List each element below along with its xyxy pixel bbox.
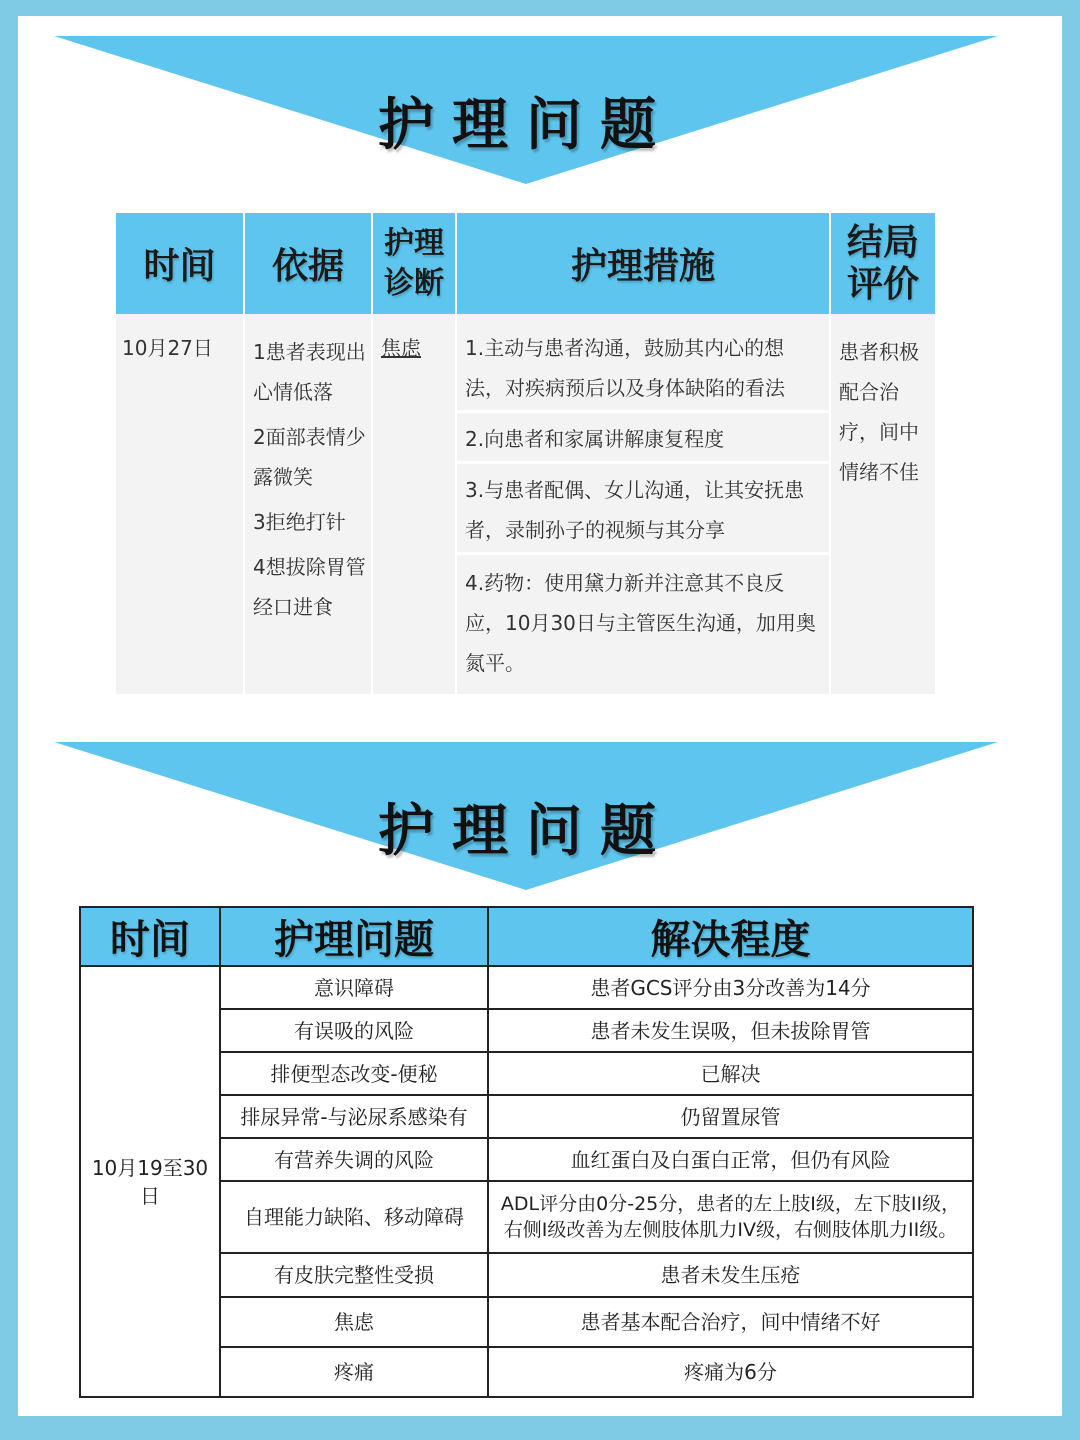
measure-item: 3.与患者配偶、女儿沟通，让其安抚患者，录制孙子的视频与其分享 [457,464,829,555]
problem-resolution-table [79,906,974,1398]
cell-resolution: 血红蛋白及白蛋白正常，但仍有风险 [488,1138,973,1181]
cell-resolution: 疼痛为6分 [488,1347,973,1397]
header-time: 时间 [80,907,220,966]
header-row [80,907,973,966]
header-row [116,213,935,314]
table-row [116,314,935,694]
cell-measures [456,314,830,694]
measure-item: 1.主动与患者沟通，鼓励其内心的想法，对疾病预后以及身体缺陷的看法 [457,314,829,413]
header-resolution: 解决程度 [488,907,973,966]
section-banner-1 [54,36,998,186]
measure-item: 2.向患者和家属讲解康复程度 [457,413,829,464]
cell-problem: 排尿异常-与泌尿系感染有 [220,1095,488,1138]
cell-problem: 疼痛 [220,1347,488,1397]
header-diagnosis [372,213,456,314]
header-problem: 护理问题 [220,907,488,966]
cell-basis [244,314,372,694]
banner-title-2: 护理问题 [378,799,674,864]
cell-problem: 焦虑 [220,1297,488,1347]
header-evaluation-line1: 结局 [846,221,919,263]
cell-problem: 自理能力缺陷、移动障碍 [220,1181,488,1253]
section-banner-2 [54,742,998,892]
cell-resolution: 患者GCS评分由3分改善为14分 [488,966,973,1009]
cell-time: 10月27日 [116,314,244,694]
cell-problem: 排便型态改变-便秘 [220,1052,488,1095]
measure-item: 4.药物：使用黛力新并注意其不良反应，10月30日与主管医生沟通，加用奥氮平。 [465,571,816,675]
table-row [80,966,973,1009]
cell-problem: 意识障碍 [220,966,488,1009]
basis-item: 3拒绝打针 [253,510,346,534]
cell-evaluation: 患者积极配合治疗，间中情绪不佳 [830,314,935,694]
header-basis: 依据 [244,213,372,314]
cell-resolution: 已解决 [488,1052,973,1095]
header-evaluation [830,213,935,314]
cell-time: 10月19至30日 [80,966,220,1397]
cell-resolution: 仍留置尿管 [488,1095,973,1138]
header-time: 时间 [116,213,244,314]
cell-diagnosis: 焦虑 [372,314,456,694]
header-diagnosis-line1: 护理 [384,225,444,261]
cell-resolution: 患者基本配合治疗，间中情绪不好 [488,1297,973,1347]
cell-resolution: 患者未发生误吸，但未拔除胃管 [488,1009,973,1052]
cell-problem: 有误吸的风险 [220,1009,488,1052]
cell-problem: 有皮肤完整性受损 [220,1253,488,1297]
header-evaluation-line2: 评价 [846,263,919,305]
header-diagnosis-line2: 诊断 [384,265,444,301]
cell-resolution: ADL评分由0分-25分，患者的左上肢I级，左下肢II级，右侧I级改善为左侧肢体肌力IV级，右侧肢体肌力II级。 [488,1181,973,1253]
basis-item: 4想拔除胃管经口进食 [253,555,366,619]
basis-item: 1患者表现出心情低落 [253,340,366,404]
header-measures: 护理措施 [456,213,830,314]
cell-resolution: 患者未发生压疮 [488,1253,973,1297]
banner-title-1: 护理问题 [378,93,674,158]
nursing-plan-table [116,213,935,694]
cell-problem: 有营养失调的风险 [220,1138,488,1181]
basis-item: 2面部表情少露微笑 [253,425,366,489]
